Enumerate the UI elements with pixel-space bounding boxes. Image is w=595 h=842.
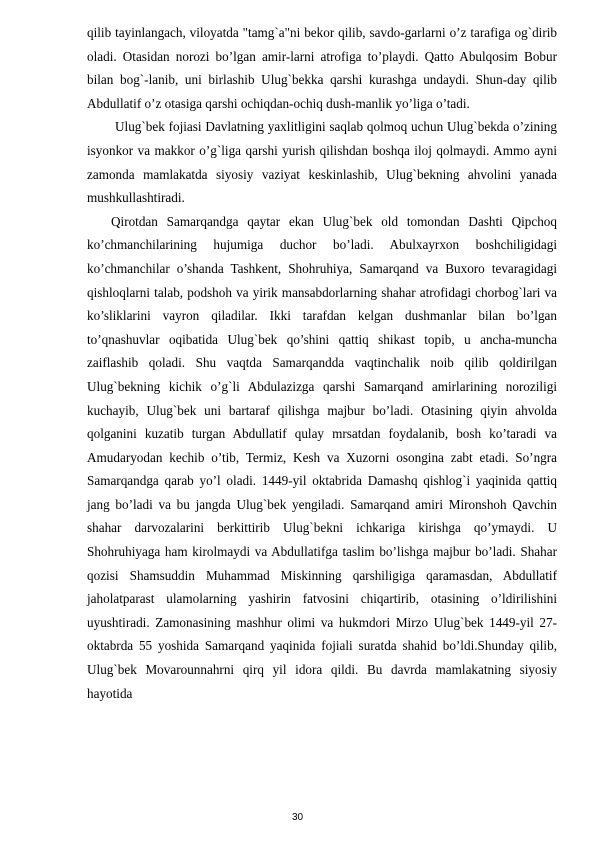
page-number: 30: [291, 812, 304, 823]
paragraph-2: Ulug`bek fojiasi Davlatning yaxlitligini saqlab qolmoq uchun Ulug`bekda o’zining isyonkor va makkor o’g`liga qarshi yurish qilishdan boshqa iloj qolmaydi. Ammo ayni zamonda mamlakatda siyosiy vaziyat keskinlashib, Ulug`bekning ahvolini yanada mushkullashtiradi.: [87, 119, 557, 206]
body-text: [87, 21, 557, 705]
paragraph-3: Qirotdan Samarqandga qaytar ekan Ulug`bek old tomondan Dashti Qipchoq ko’chmanchilarining hujumiga duchor bo’ladi. Abulxayrxon boshchiligidagi ko’chmanchilar o’shanda Tashkent, Shohruhiya, Samarqand va Buxoro tevaragidagi qishloqlarni talab, podshoh va yirik mansabdorlarning shahar atrofidagi chorbog`lari va ko’sliklarini vayron qiladilar. Ikki tarafdan kelgan dushmanlar bilan bo’lgan to’qnashuvlar oqibatida Ulug`bek qo’shini qattiq shikast topib, u ancha-muncha zaiflashib qoladi. Shu vaqtda Samarqandda vaqtinchalik noib qilib qoldirilgan Ulug`bekning kichik o’g`li Abdulazizga qarshi Samarqand amirlarining noroziligi kuchayib, Ulug`bek uni bartaraf qilishga majbur bo’ladi. Otasining qiyin ahvolda qolganini kuzatib turgan Abdullatif qulay mrsatdan foydalanib, bosh ko’taradi va Amudaryodan kechib o’tib, Termiz, Kesh va Xuzorni osongina zabt etadi. So’ngra Samarqandga qarab yo’l oladi. 1449-yil oktabrida Damashq qishlog`i yaqinida qattiq jang bo’ladi va bu jangda Ulug`bek yengiladi. Samarqand amiri Mironshoh Qavchin shahar darvozalarini berkittirib Ulug`bekni ichkariga kirishga qo’ymaydi. U Shohruhiyaga ham kirolmaydi va Abdullatifga taslim bo’lishga majbur bo’ladi. Shahar qozisi Shamsuddin Muhammad Miskinning qarshiligiga qaramasdan, Abdullatif jaholatparast ulamolarning yashirin fatvosini chiqartirib, otasining o’ldirilishini uyushtiradi. Zamonasining mashhur olimi va hukmdori Mirzo Ulug`bek 1449-yil 27-oktabrda 55 yoshida Samarqand yaqinida fojiali suratda shahid bo’ldi.Shunday qilib, Ulug`bek Movarounnahrni qirq yil idora qildi. Bu davrda mamlakatning siyosiy hayotida: [87, 213, 557, 701]
paragraph-1: qilib tayinlangach, viloyatda "tamg`a"ni bekor qilib, savdo-garlarni o’z tarafiga og`dirib oladi. Otasidan norozi bo’lgan amir-larni atrofiga to’playdi. Qatto Abulqosim Bobur bilan bog`-lanib, uni birlashib Ulug`bekka qarshi kurashga undaydi. Shun-day qilib Abdullatif o’z otasiga qarshi ochiqdan-ochiq dush-manlik yo’liga o’tadi.: [87, 25, 557, 111]
